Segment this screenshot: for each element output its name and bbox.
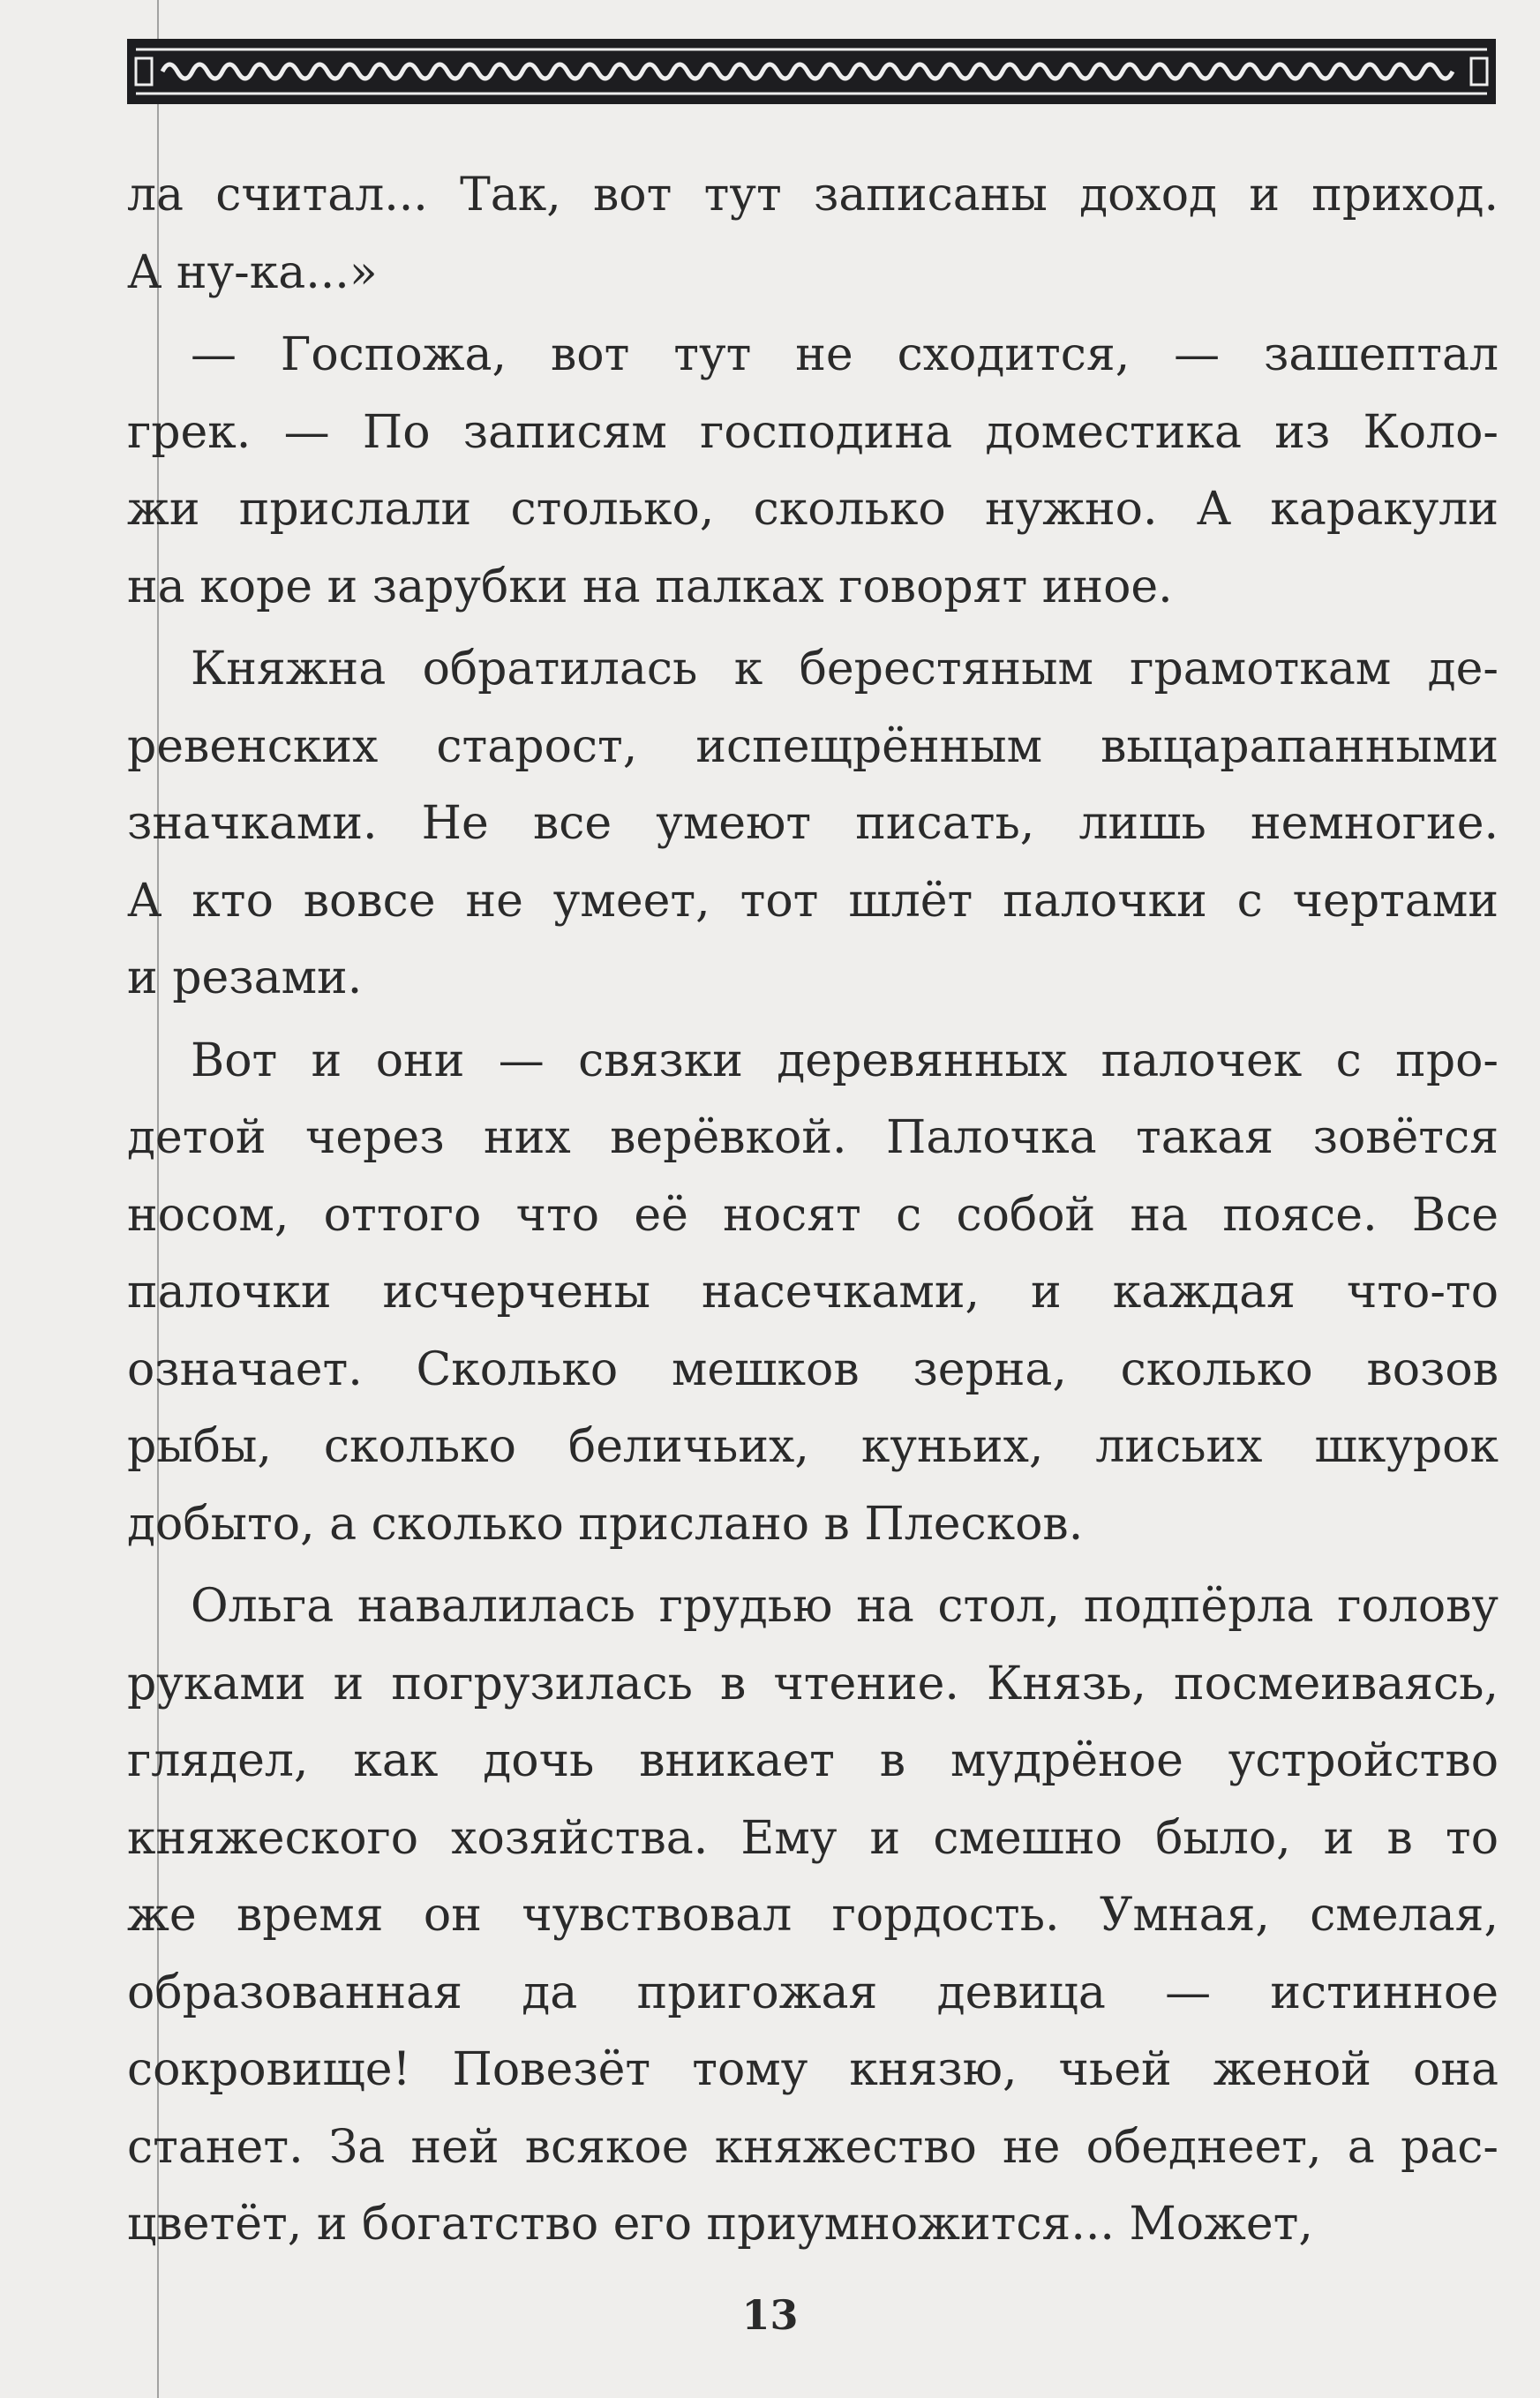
text-line: ла считал... Так, вот тут записаны доход и приход. — [127, 169, 1499, 222]
header-ornament — [127, 39, 1496, 104]
text-line: — Госпожа, вот тут не сходится, — зашептал — [191, 328, 1499, 381]
text-line: Княжна обратилась к берестяным грамоткам де- — [191, 643, 1499, 695]
text-line: А ну-ка...» — [127, 245, 378, 299]
text-line: Ольга навалилась грудью на стол, подпёрла голову — [191, 1580, 1499, 1633]
text-line: цветёт, и богатство его приумножится... Может, — [127, 2198, 1313, 2251]
text-line: руками и погрузилась в чтение. Князь, посмеиваясь, — [127, 1657, 1499, 1710]
paragraph — [127, 157, 1499, 312]
ornament-mark — [162, 64, 1453, 79]
text-line: Вот и они — связки деревянных палочек с про- — [191, 1034, 1499, 1087]
text-line: княжеского хозяйства. Ему и смешно было, и в то — [127, 1811, 1499, 1865]
paragraph — [127, 1568, 1499, 2264]
text-line: детой через них верёвкой. Палочка такая зовётся — [127, 1111, 1499, 1164]
text-line: на коре и зарубки на палках говорят иное. — [127, 560, 1173, 613]
text-line: носом, оттого что её носят с собой на поясе. Все — [127, 1188, 1499, 1242]
text-line: рыбы, сколько беличьих, куньих, лисьих шкурок — [127, 1420, 1499, 1473]
text-line: глядел, как дочь вникает в мудрёное устройство — [127, 1734, 1499, 1787]
text-line: жи прислали столько, сколько нужно. А каракули — [127, 483, 1499, 536]
text-line: и резами. — [127, 951, 363, 1004]
page-number: 13 — [741, 2291, 799, 2339]
ornament-mark — [136, 58, 152, 85]
paragraph — [127, 317, 1499, 626]
text-line: же время он чувствовал гордость. Умная, смелая, — [127, 1889, 1499, 1942]
text-line: грек. — По записям господина доместика из Коло- — [127, 405, 1499, 459]
body-text — [127, 157, 1499, 2264]
text-line: значками. Не все умеют писать, лишь немногие. — [127, 797, 1499, 850]
text-line: добыто, а сколько прислано в Плесков. — [127, 1497, 1084, 1551]
text-line: ревенских старост, испещрённым выцарапанными — [127, 719, 1499, 773]
text-line: А кто вовсе не умеет, тот шлёт палочки с чертами — [127, 874, 1499, 928]
text-line: образованная да пригожая девица — истинное — [127, 1966, 1499, 2019]
ornament-mark — [1471, 58, 1487, 85]
text-line: сокровище! Повезёт тому князю, чьей женой она — [127, 2043, 1499, 2096]
paragraph — [127, 1023, 1499, 1564]
paragraph — [127, 631, 1499, 1018]
text-line: станет. За ней всякое княжество не обеднеет, а рас- — [127, 2120, 1499, 2174]
text-line: палочки исчерчены насечками, и каждая что-то — [127, 1266, 1499, 1319]
text-line: означает. Сколько мешков зерна, сколько возов — [127, 1342, 1499, 1396]
